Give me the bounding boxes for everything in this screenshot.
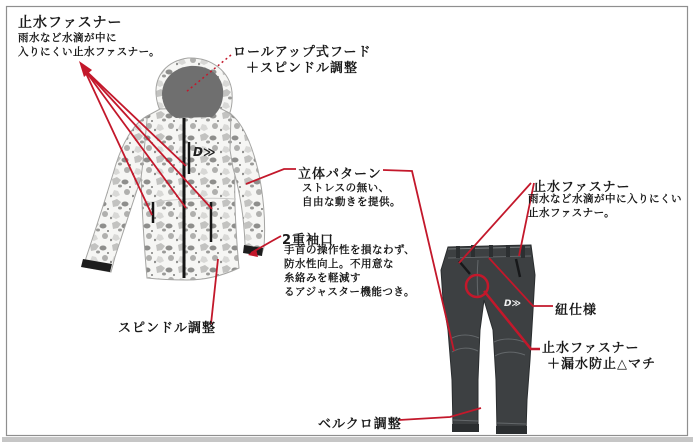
jacket-brand-logo: D≫ bbox=[193, 145, 216, 159]
crotch-label-line1: 止水ファスナー bbox=[542, 341, 640, 356]
desc-line: 糸絡みを軽減す bbox=[284, 272, 361, 284]
crotch-label-line2: ＋漏水防止△マチ bbox=[547, 357, 656, 372]
label-cuff-desc bbox=[284, 243, 415, 299]
label-velcro: ベルクロ調整 bbox=[318, 417, 402, 432]
desc-line: 雨水など水滴が中に bbox=[18, 32, 117, 44]
label-pants-zipper-desc bbox=[528, 192, 682, 220]
hood-label-line2: ＋スピンドル調整 bbox=[246, 61, 359, 76]
hood-label-line1: ロールアップ式フード bbox=[233, 45, 372, 60]
pants-right-hem bbox=[496, 426, 527, 434]
label-pattern-title: 立体パターン bbox=[298, 167, 382, 182]
desc-line: 雨水など水滴が中に入りにくい bbox=[528, 193, 682, 205]
label-jacket-zipper-title: 止水ファスナー bbox=[18, 15, 123, 31]
label-spindle: スピンドル調整 bbox=[118, 321, 217, 336]
desc-line: 入りにくい止水ファスナー。 bbox=[18, 46, 161, 58]
desc-line: 防水性向上。不用意な bbox=[284, 258, 394, 270]
label-cuff-title: 2重袖口 bbox=[282, 233, 335, 248]
pants-graphic bbox=[441, 245, 535, 434]
label-jacket-zipper-desc bbox=[18, 31, 160, 59]
desc-line: 止水ファスナー。 bbox=[528, 207, 616, 219]
desc-line: るアジャスター機能つき。 bbox=[284, 286, 415, 298]
jacket-left-sleeve bbox=[84, 116, 147, 272]
label-pattern-desc bbox=[302, 181, 401, 209]
desc-line: 自由な動きを提供。 bbox=[302, 196, 401, 208]
label-drawcord: 紐仕様 bbox=[555, 303, 598, 318]
jacket-body bbox=[141, 107, 239, 280]
pants-brand-logo: D≫ bbox=[504, 299, 521, 309]
label-crotch bbox=[542, 341, 656, 373]
label-pants-zipper-title: 止水ファスナー bbox=[533, 180, 631, 195]
label-hood bbox=[233, 45, 371, 77]
pants-left-hem bbox=[452, 424, 479, 432]
desc-line: 手首の操作性を損なわず、 bbox=[284, 244, 416, 256]
desc-line: ストレスの無い、 bbox=[302, 182, 390, 194]
